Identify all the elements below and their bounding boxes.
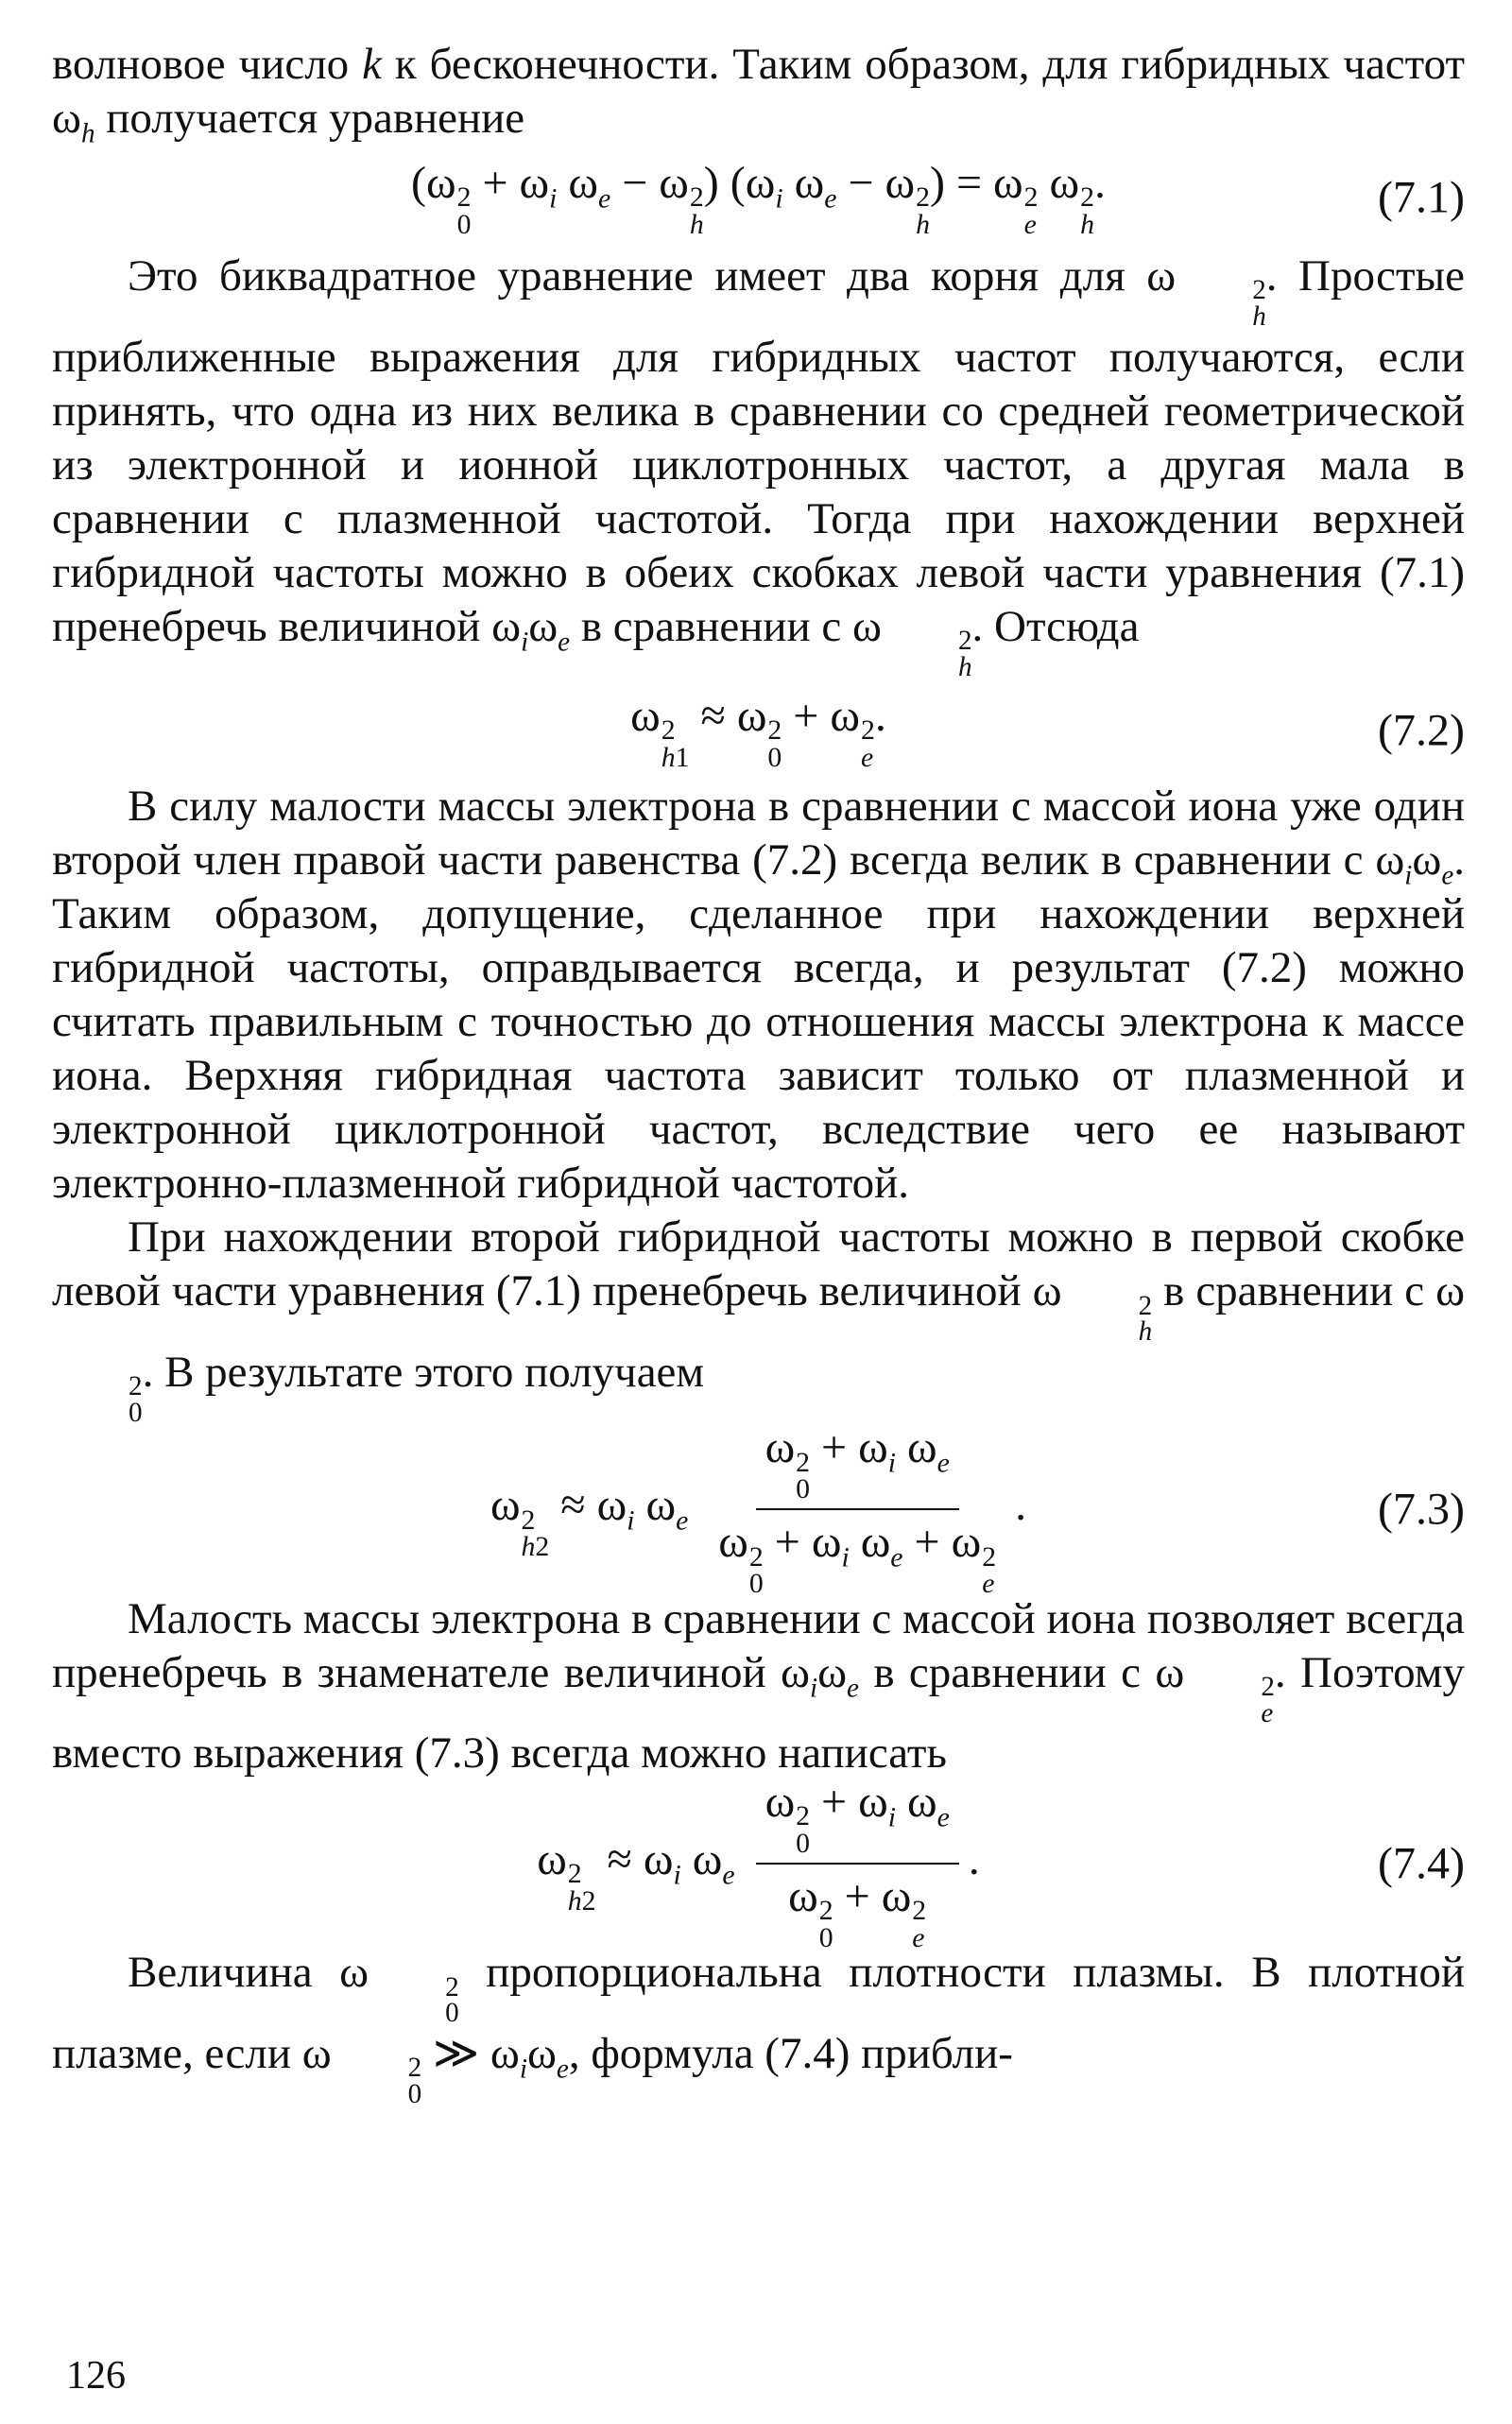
equation-7-3 — [52, 1422, 1465, 1600]
equation-number: (7.3) — [1378, 1484, 1465, 1535]
paragraph-dense-plasma: Величина ω 2 0 пропорциональна плотности плазмы. В плотной плазме, если ω 2 0 ≫ $\omega_i\omega_e$, формула (7.4) прибли- — [52, 1948, 1465, 2110]
equation-7-4 — [52, 1776, 1465, 1953]
fraction: ω 2 0 + $\omega_i$ $\omega_e$ ω 2 0 + $\omega_i$ $\omega_e + \omega$ 2 e — [718, 1422, 997, 1600]
book-page — [52, 38, 1465, 2108]
equation-7-2 — [52, 680, 1465, 780]
paragraph-biquadratic: Это биквадратное уравнение имеет два корня для ω 2 h . Простые приближенные выражения для гибридных частот получаются, если принять, что одна из них велика в сравнении со средней геометрической из электронной и ионной циклотронных частот, а другая мала в сравнении с плазменной частотой. Тогда при нахождении верхней гибридной частоты можно в обеих скобках левой части уравнения (7.1) пренебречь величиной $\omega_i\omega_e$ в сравнении с ω 2 h . Отсюда — [52, 251, 1466, 682]
equation-7-1 — [52, 146, 1465, 249]
equation-number: (7.1) — [1378, 172, 1465, 223]
fraction: ω 2 0 + $\omega_i$ $\omega_e$ ω 2 0 + ω 2 e — [756, 1776, 959, 1951]
page-number: 126 — [66, 2354, 126, 2398]
equation-7-4-body: ω 2 h2 ≈ $\omega_i$ $\omega_e$ ω 2 0 + $\omega_i$ $\omega_e$ ω 2 0 + ω 2 e . — [537, 1776, 980, 1953]
paragraph-electron-mass: В силу малости массы электрона в сравнении с массой иона уже один второй член правой части равенства (7.2) всегда велик в сравнении с $\omega_i\omega_e$. Таким образом, допущение, сделанное при нахождении верхней гибридной частоты, оправдывается всегда, и результат (7.2) можно считать правильным с точностью до отношения массы электрона к массе иона. Верхняя гибридная частота зависит только от плазменной и электронной циклотронной частот, вследствие чего ее называют электронно-плазменной гибридной частотой. — [52, 782, 1465, 1209]
equation-7-1-body: (ω 2 0 + $\omega_i$ $\omega_e - \omega$ 2 h ) ($\omega_i$ $\omega_e - \omega$ 2 h ) = ω 2 e ω 2 h . — [411, 157, 1106, 240]
paragraph-second-hybrid: При нахождении второй гибридной частоты можно в первой скобке левой части уравнения (7.1) пренебречь величиной ω 2 h в сравнении с ω 2 0 . В результате этого получаем — [52, 1212, 1466, 1429]
paragraph-intro: волновое число k к бесконечности. Таким образом, для гибридных частот $\omega_h$ получается уравнение — [52, 40, 1465, 149]
equation-number: (7.2) — [1378, 705, 1465, 756]
paragraph-denominator: Малость массы электрона в сравнении с массой иона позволяет всегда пренебречь в знаменателе величиной $\omega_i\omega_e$ в сравнении с ω 2 e . Поэтому вместо выражения (7.3) всегда можно написать — [52, 1593, 1465, 1779]
equation-number: (7.4) — [1378, 1838, 1465, 1889]
equation-7-2-body: ω 2 h1 ≈ ω 2 0 + ω 2 e . — [630, 690, 886, 773]
equation-7-3-body: ω 2 h2 ≈ $\omega_i$ $\omega_e$ ω 2 0 + $\omega_i$ $\omega_e$ ω 2 0 + $\omega_i$ $\omega_e + \omega$ 2 e . — [490, 1422, 1027, 1600]
